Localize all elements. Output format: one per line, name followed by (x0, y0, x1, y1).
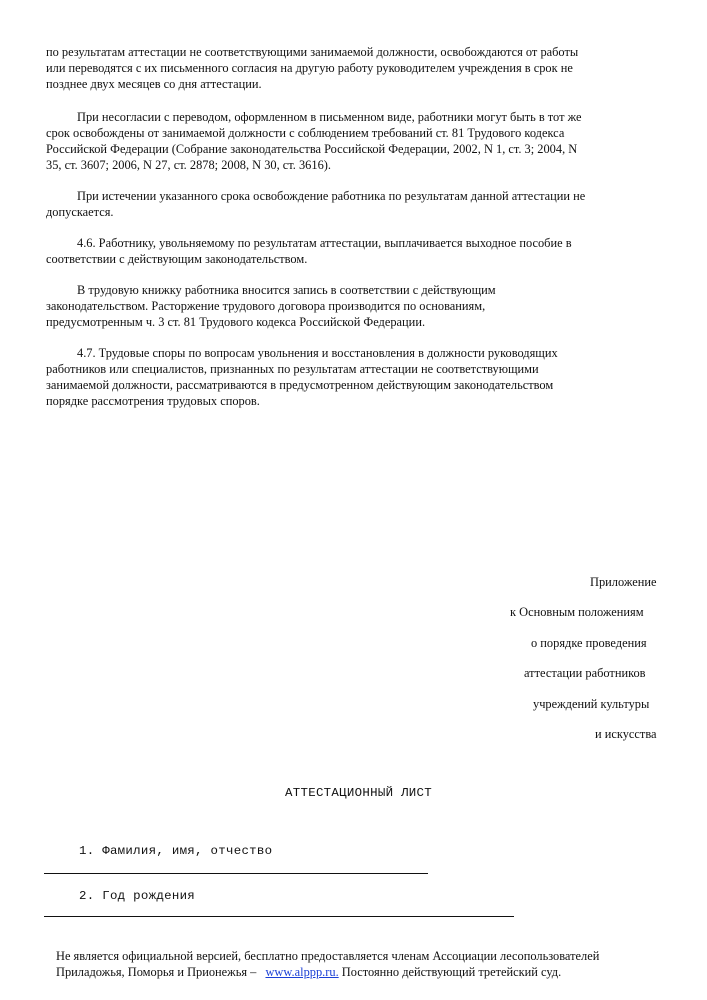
paragraph-work-book (46, 282, 676, 330)
footer-text: Приладожья, Поморья и Прионежья – (56, 965, 257, 979)
text-line: законодательством. Расторжение трудового договора производится по основаниям, (46, 299, 486, 313)
footer-text: Постоянно действующий третейский суд. (341, 965, 562, 979)
text-line: При истечении указанного срока освобождение работника по результатам данной аттестации не (77, 189, 586, 203)
text-line: Российской Федерации (Собрание законодательства Российской Федерации, 2002, N 1, ст. 3; 2004, N (46, 142, 578, 156)
field-birth-year-label: 2. Год рождения (79, 889, 196, 903)
appendix-line: аттестации работников (524, 666, 646, 680)
text-line: срок освобождены от занимаемой должности с соблюдением требований ст. 81 Трудового кодекса (46, 126, 565, 140)
field-full-name-label: 1. Фамилия, имя, отчество (79, 844, 273, 858)
text-line: порядке рассмотрения трудовых споров. (46, 394, 260, 408)
appendix-line: о порядке проведения (531, 636, 647, 650)
form-title: АТТЕСТАЦИОННЫЙ ЛИСТ (285, 786, 432, 800)
text-line: соответствии с действующим законодательством. (46, 252, 308, 266)
text-line: работников или специалистов, признанных по результатам аттестации не соответствующими (46, 362, 539, 376)
text-line: допускается. (46, 205, 114, 219)
text-line: 4.7. Трудовые споры по вопросам увольнения и восстановления в должности руководящих (77, 346, 558, 360)
text-line: занимаемой должности, рассматриваются в предусмотренном действующим законодательством (46, 378, 554, 392)
text-line: предусмотренным ч. 3 ст. 81 Трудового кодекса Российской Федерации. (46, 315, 426, 329)
text-line: 35, ст. 3607; 2006, N 27, ст. 2878; 2008, N 30, ст. 3616). (46, 158, 331, 172)
paragraph-continuation (46, 44, 676, 92)
paragraph-transfer-refusal (46, 109, 676, 173)
text-line: 4.6. Работнику, увольняемому по результатам аттестации, выплачивается выходное пособие в (77, 236, 572, 250)
appendix-line: к Основным положениям (510, 605, 644, 619)
footer-link[interactable]: www.alppp.ru. (265, 965, 339, 979)
paragraph-4-7 (46, 345, 676, 409)
text-line: или переводятся с их письменного согласия на другую работу руководителем учреждения в срок не (46, 61, 573, 75)
appendix-line: Приложение (590, 575, 657, 589)
text-line: по результатам аттестации не соответствующими занимаемой должности, освобождаются от работы (46, 45, 579, 59)
paragraph-term-expiry (46, 188, 676, 220)
text-line: В трудовую книжку работника вносится запись в соответствии с действующим (77, 283, 496, 297)
appendix-line: учреждений культуры (533, 697, 650, 711)
footer-notice-line-1: Не является официальной версией, бесплатно предоставляется членам Ассоциации лесопользователей (56, 949, 600, 963)
footer-notice-line-2 (56, 964, 561, 980)
appendix-line: и искусства (595, 727, 657, 741)
field-full-name-line (44, 873, 428, 874)
text-line: позднее двух месяцев со дня аттестации. (46, 77, 262, 91)
paragraph-4-6 (46, 235, 676, 267)
text-line: При несогласии с переводом, оформленном в письменном виде, работники могут быть в тот же (77, 110, 582, 124)
field-birth-year-line (44, 916, 514, 917)
